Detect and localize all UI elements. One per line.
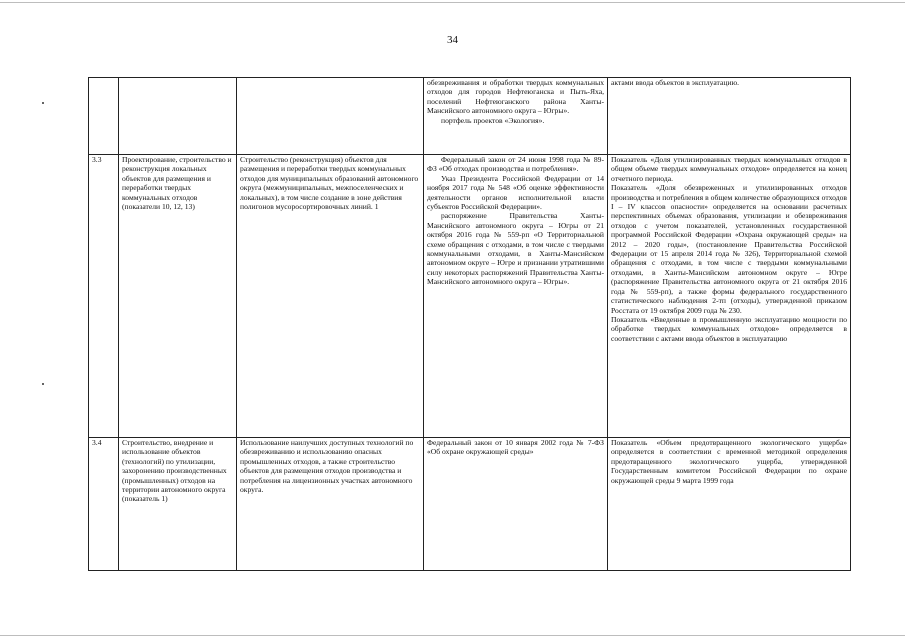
indicator-text: Показатель «Введенные в промышленную эксплуатацию мощности по обработке твердых коммунальных отходов» определяется в соответствии с актами ввода объектов в эксплуатацию: [611, 314, 847, 343]
indicator-text: Показатель «Объем предотвращенного экологического ущерба» определяется в соответствии с временной методикой определения предотвращенного экологического ущерба, утвержденной Государственным комитетом Российской Федерации по охране окружающей среды 9 марта 1999 года: [611, 438, 847, 485]
legal-basis-cell: [424, 155, 608, 438]
legal-basis-cell: [424, 78, 608, 155]
row-number: 3.3: [89, 155, 119, 438]
row-number: 3.4: [89, 438, 119, 571]
measure-content: Использование наилучших доступных технологий по обезвреживанию и использованию опасных промышленных отходов, а также строительство объектов для размещения отходов производства и потребления на лицензионных участках автономного округа.: [237, 438, 424, 571]
legal-basis-text: Указ Президента Российской Федерации от 14 ноября 2017 года № 548 «Об оценке эффективности деятельности органов исполнительной власти субъектов Российской Федерации».: [427, 173, 604, 212]
program-measures-table: [88, 77, 851, 571]
indicator-text: Показатель «Доля утилизированных твердых коммунальных отходов в общем объеме твердых коммунальных отходов» определяется на конец отчетного периода.: [611, 155, 847, 183]
row-number: [89, 78, 119, 155]
indicator-text: Показатель «Доля обезвреженных и утилизированных отходов производства и потребления в общем количестве образующихся отходов I – IV классов опасности» определяется на основании расчетных перспективных объемах образования, утилизации и обезвреживания отходов с учетом показателей, установленных государственной программой Российской Федерации «Охрана окружающей среды» на 2012 – 2020 годы», (постановление Правительства Российской Федерации от 15 апреля 2014 года № 326), Территориальной схемой обращения с отходами, в том числе с твердыми коммунальными отходами, в Ханты-Мансийском автономном округе – Югре (распоряжение Правительства автономного округа от 21 октября 2016 года № 559-рп), а также формы федерального государственного статистического наблюдения 2-тп (отходы), утвержденной приказом Росстата от 19 октября 2009 года № 230.: [611, 183, 847, 315]
scan-edge-top: [0, 2, 905, 3]
measure-content: Строительство (реконструкция) объектов для размещения и переработки твердых коммунальных отходов для муниципальных образований автономного округа (межмуниципальных, межпоселенческих и локальных), в том числе создание в зоне действия полигонов мусоросортировочных линий. 1: [237, 155, 424, 438]
indicator-cell: [608, 438, 851, 571]
page-number: 34: [447, 34, 458, 46]
scan-speck: [42, 102, 44, 104]
indicator-cell: [608, 155, 851, 438]
legal-basis-text: распоряжение Правительства Ханты-Мансийского автономного округа – Югры от 21 октября 2016 года № 559-рп «О Территориальной схеме обращения с отходами, в том числе с твердыми коммунальными отходами, в Ханты-Мансийском автономном округе – Югре и признании утратившими силу некоторых распоряжений Правительства Ханты-Мансийского автономного округа – Югры».: [427, 211, 604, 287]
measure-content: [237, 78, 424, 155]
measure-name: Строительство, внедрение и использование объектов (технологий) по утилизации, захоронению производственных (промышленных) отходов на территории автономного округа (показатель 1): [119, 438, 237, 571]
legal-basis-text: Федеральный закон от 24 июня 1998 года № 89-ФЗ «Об отходах производства и потребления».: [427, 155, 604, 174]
measure-name: Проектирование, строительство и реконструкция локальных объектов для размещения и переработки твердых коммунальных отходов (показатели 10, 12, 13): [119, 155, 237, 438]
indicator-text: актами ввода объектов в эксплуатацию.: [611, 78, 740, 87]
table-row: [89, 155, 851, 438]
scan-edge-bottom: [0, 635, 905, 636]
measure-name: [119, 78, 237, 155]
indicator-cell: [608, 78, 851, 155]
legal-basis-text: обезвреживания и обработки твердых коммунальных отходов для городов Нефтеюганска и Пыть-Яха, поселений Нефтеюганского района Ханты-Мансийского автономного округа – Югры».: [427, 78, 604, 116]
table-row: [89, 78, 851, 155]
legal-basis-cell: [424, 438, 608, 571]
legal-basis-text: портфель проектов «Экология».: [441, 115, 545, 125]
legal-basis-text: Федеральный закон от 10 января 2002 года № 7-ФЗ «Об охране окружающей среды»: [427, 438, 604, 457]
scan-speck: [42, 383, 44, 385]
table-row: [89, 438, 851, 571]
